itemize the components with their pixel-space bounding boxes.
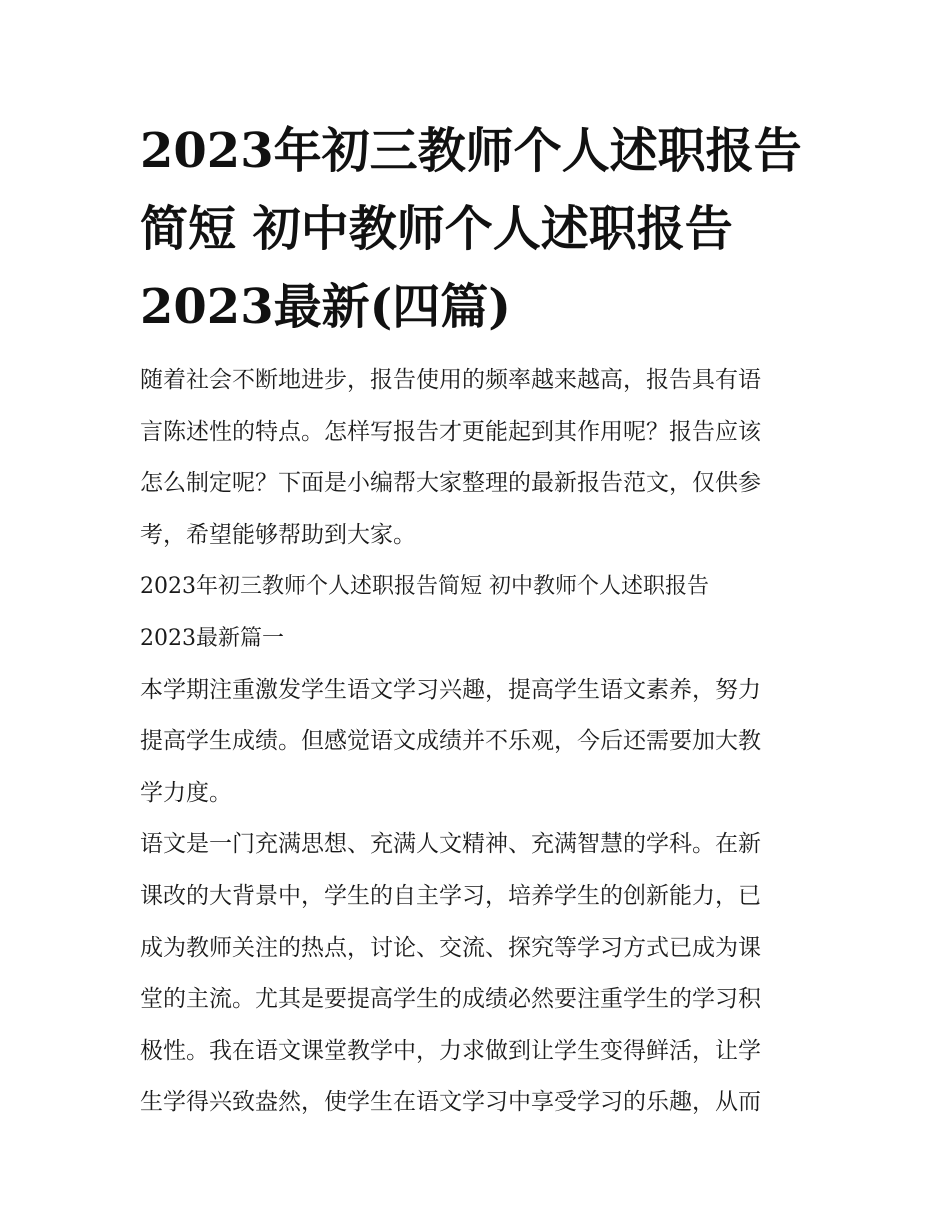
text-line: 语文是一门充满思想、充满人文精神、充满智慧的学科。在新 (140, 831, 761, 858)
text-line: 极性。我在语文课堂教学中，力求做到让学生变得鲜活，让学 (140, 1037, 761, 1064)
paragraph-2 (140, 819, 820, 1129)
title-line: 2023最新(四篇) (140, 279, 512, 335)
text-line: 学力度。 (140, 779, 232, 806)
text-line: 本学期注重激发学生语文学习兴趣，提高学生语文素养，努力 (140, 676, 761, 703)
text-line: 堂的主流。尤其是要提高学生的成绩必然要注重学生的学习积 (140, 986, 761, 1013)
heading-line: 2023年初三教师个人述职报告简短 初中教师个人述职报告 (140, 574, 709, 600)
text-line: 怎么制定呢？下面是小编帮大家整理的最新报告范文，仅供参 (140, 470, 761, 497)
section-heading (140, 561, 820, 664)
text-line: 随着社会不断地进步，报告使用的频率越来越高，报告具有语 (140, 367, 761, 393)
text-line: 生学得兴致盎然，使学生在语文学习中享受学习的乐趣，从而 (140, 1089, 761, 1116)
document-body (140, 355, 820, 1129)
text-line: 课改的大背景中，学生的自主学习，培养学生的创新能力，已 (140, 882, 761, 909)
paragraph-1 (140, 665, 820, 820)
text-line: 提高学生成绩。但感觉语文成绩并不乐观，今后还需要加大教 (140, 728, 761, 755)
document-title (140, 112, 820, 346)
heading-line: 2023最新篇一 (140, 625, 284, 651)
text-line: 考，希望能够帮助到大家。 (140, 521, 416, 548)
title-line: 简短 初中教师个人述职报告 (140, 201, 733, 257)
text-line: 言陈述性的特点。怎样写报告才更能起到其作用呢？报告应该 (140, 418, 761, 445)
text-line: 成为教师关注的热点，讨论、交流、探究等学习方式已成为课 (140, 934, 761, 961)
intro-paragraph (140, 355, 820, 561)
title-line: 2023年初三教师个人述职报告 (140, 123, 802, 179)
